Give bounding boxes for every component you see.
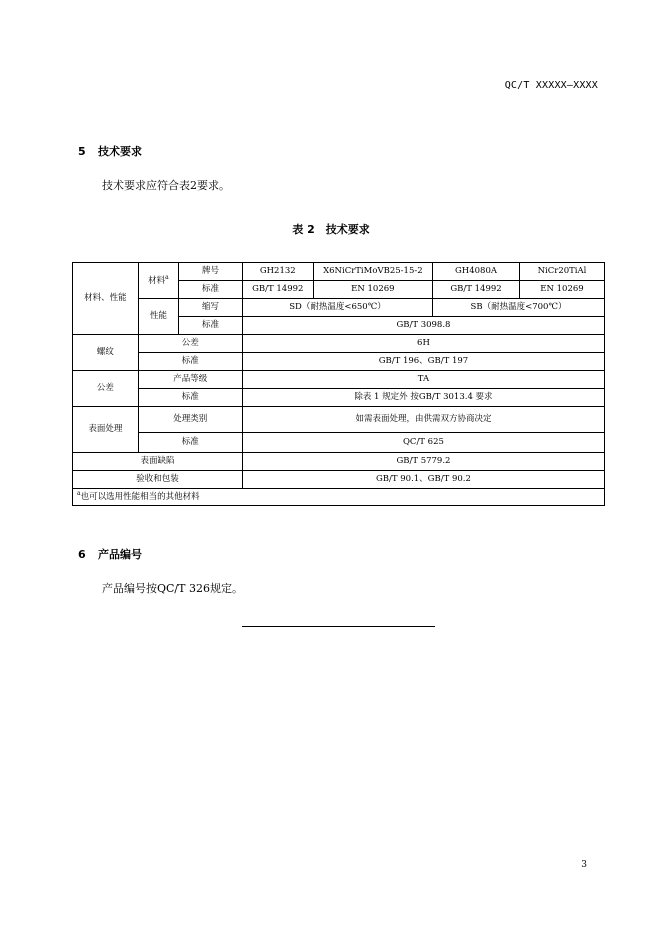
surface-standard-cell: QC/T 625 <box>242 433 604 453</box>
section-5-paragraph: 技术要求应符合表2要求。 <box>102 179 230 192</box>
grade-standard-cell: GB/T 14992 <box>433 281 520 299</box>
material-note-mark: a <box>165 273 169 281</box>
performance-sd-cell: SD（耐热温度<650℃） <box>242 299 432 317</box>
section-6-number: 6 <box>78 548 86 561</box>
grade-cell: NiCr20TiAl <box>520 263 605 281</box>
grade-cell: X6NiCrTiMoVB25-15-2 <box>313 263 432 281</box>
performance-sb-cell: SB（耐热温度<700℃） <box>433 299 605 317</box>
table-row <box>73 471 605 489</box>
grade-standard-cell: GB/T 14992 <box>242 281 313 299</box>
grade-standard-cell: EN 10269 <box>313 281 432 299</box>
table-2-title: 表 2 技术要求 <box>292 223 370 236</box>
section-6-paragraph: 产品编号按QC/T 326规定。 <box>102 582 243 595</box>
thread-tolerance-label-cell: 公差 <box>138 335 242 353</box>
section-6-title: 产品编号 <box>98 548 142 561</box>
technical-requirements-table <box>72 262 605 506</box>
thread-tolerance-cell: 6H <box>242 335 604 353</box>
section-5-title: 技术要求 <box>98 145 142 158</box>
performance-standard-cell: GB/T 3098.8 <box>242 317 604 335</box>
table-row <box>73 371 605 389</box>
table-row <box>73 263 605 281</box>
table-row <box>73 389 605 407</box>
grade-standard-cell: EN 10269 <box>520 281 605 299</box>
table-row <box>73 433 605 453</box>
section-5-number: 5 <box>78 145 86 158</box>
thread-standard-cell: GB/T 196、GB/T 197 <box>242 353 604 371</box>
performance-cell: 性能 <box>138 299 178 335</box>
standard-label-cell: 标准 <box>138 389 242 407</box>
thread-cell: 螺纹 <box>73 335 139 371</box>
material-cell <box>138 263 178 299</box>
standard-label-cell: 标准 <box>138 353 242 371</box>
page-number: 3 <box>581 860 587 870</box>
table-row <box>73 335 605 353</box>
table-footnote-cell <box>73 489 605 506</box>
tolerance-standard-cell: 除表 1 规定外 按GB/T 3013.4 要求 <box>242 389 604 407</box>
surface-defects-cell: GB/T 5779.2 <box>242 453 604 471</box>
section-6-heading <box>78 546 142 562</box>
acceptance-label-cell: 验收和包装 <box>73 471 243 489</box>
grade-cell: GH2132 <box>242 263 313 281</box>
material-label: 材料 <box>148 275 166 286</box>
abbr-label-cell: 缩写 <box>179 299 243 317</box>
document-code: QC/T XXXXX—XXXX <box>504 80 598 91</box>
grade-label-cell: 牌号 <box>179 263 243 281</box>
grade-cell: GH4080A <box>433 263 520 281</box>
table-row <box>73 407 605 433</box>
tolerance-cell: 公差 <box>73 371 139 407</box>
material-performance-cell: 材料、性能 <box>73 263 139 335</box>
section-5-heading <box>78 143 142 159</box>
standard-label-cell: 标准 <box>179 317 243 335</box>
standard-label-cell: 标准 <box>138 433 242 453</box>
treatment-type-cell: 如需表面处理，由供需双方协商决定 <box>242 407 604 433</box>
table-row <box>73 453 605 471</box>
end-rule <box>242 626 435 627</box>
footnote-text: 也可以选用性能相当的其他材料 <box>80 492 200 503</box>
table-row <box>73 299 605 317</box>
footnote-mark: a <box>77 490 81 498</box>
standard-label-cell: 标准 <box>179 281 243 299</box>
surface-treatment-cell: 表面处理 <box>73 407 139 453</box>
product-grade-cell: TA <box>242 371 604 389</box>
acceptance-cell: GB/T 90.1、GB/T 90.2 <box>242 471 604 489</box>
treatment-type-label-cell: 处理类别 <box>138 407 242 433</box>
product-grade-label-cell: 产品等级 <box>138 371 242 389</box>
surface-defects-label-cell: 表面缺陷 <box>73 453 243 471</box>
table-row <box>73 489 605 506</box>
table-row <box>73 353 605 371</box>
